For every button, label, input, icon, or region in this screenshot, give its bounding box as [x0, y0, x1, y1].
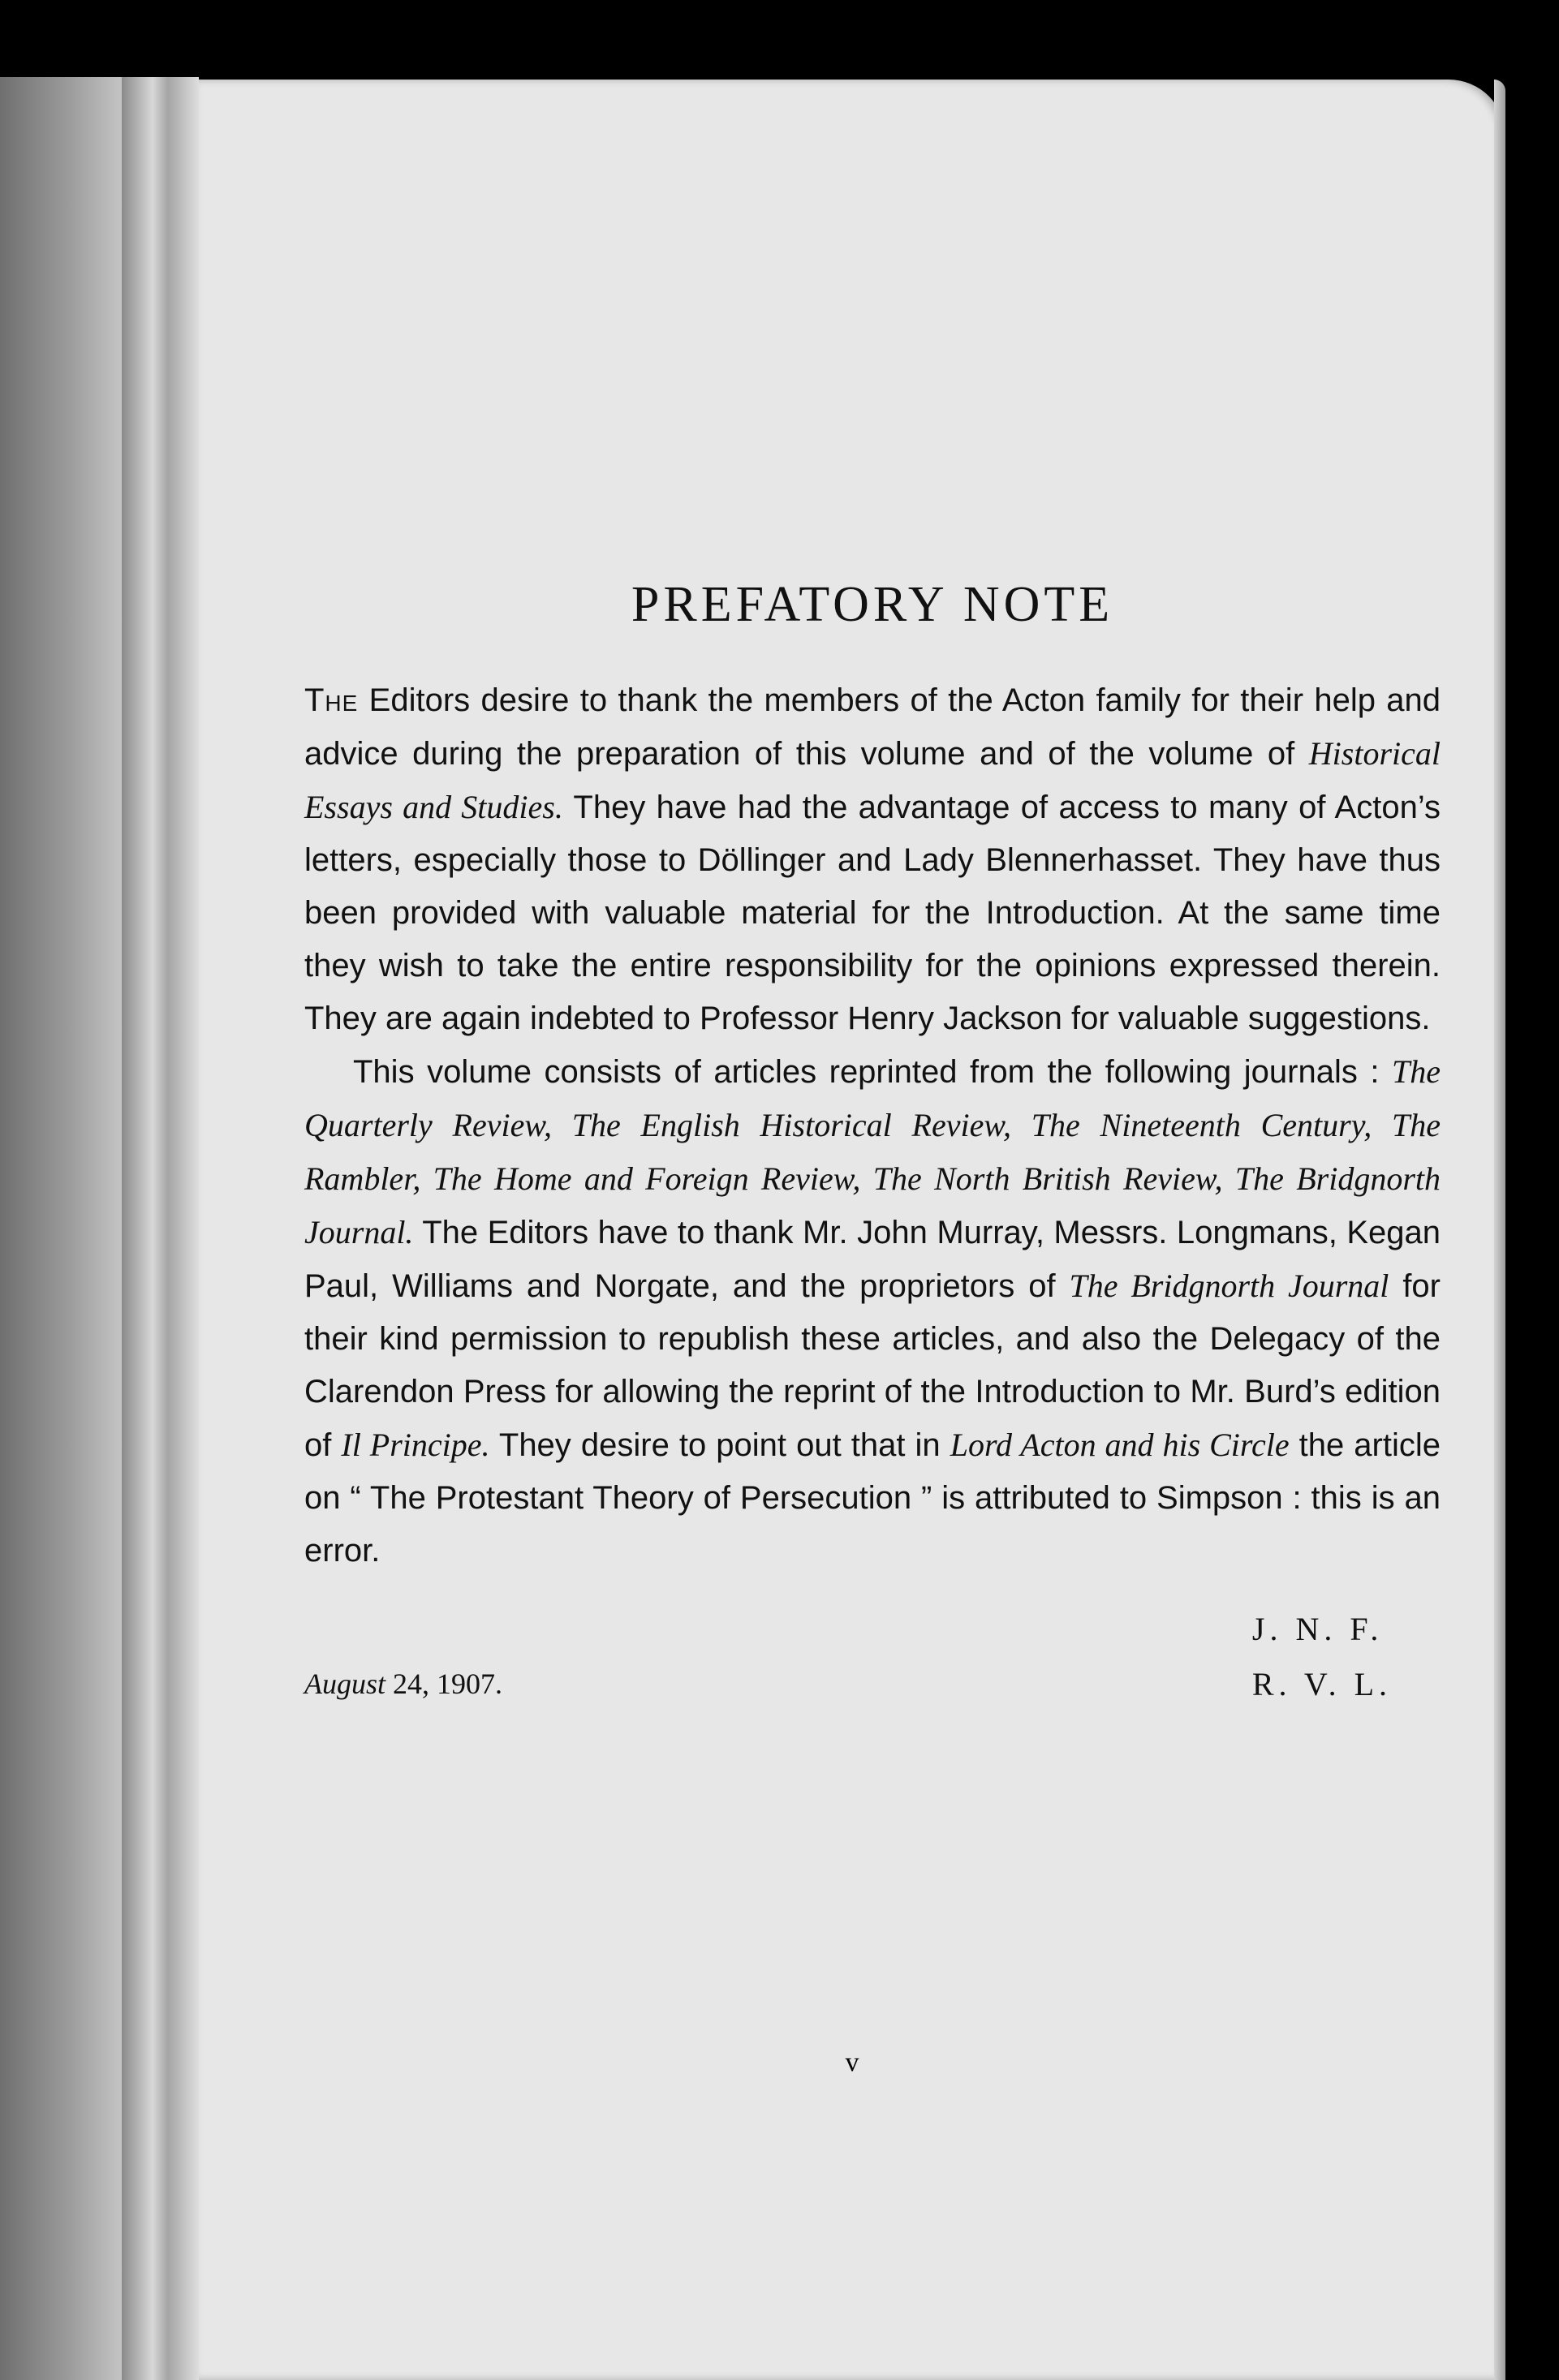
- paragraph-text: They have had the advantage of access to many of Acton’s letters, especially those to Döllinger and Lady Blennerhasset. They have thus been provided with valuable material for the Introduction. At the same time they wish to take the entire responsibility for the opinions expressed therein. They are again indebted to Professor Henry Jackson for valuable suggestions.: [304, 790, 1441, 1036]
- editor-initials: [1252, 1602, 1392, 1712]
- paragraph-text: the article on “ The Protestant Theory of Persecution ” is attributed to Simpson : this is an error.: [304, 1427, 1441, 1569]
- book-gutter: [122, 77, 199, 2380]
- book-page: [199, 80, 1505, 2380]
- paragraph-text: Editors desire to thank the members of the Acton family for their help and advice during the preparation of this volume and of the volume of: [304, 682, 1441, 772]
- date-month: August: [304, 1668, 386, 1700]
- paragraph-text: They desire to point out that in: [489, 1427, 950, 1463]
- signoff: [304, 1586, 1441, 1748]
- italic-journal-title: The Bridgnorth Journal: [1069, 1267, 1389, 1304]
- italic-journal-list: The Quarterly Review, The English Historical Review, The Nineteenth Century, The Rambler, The Home and Foreign Review, The North British Review, The Bridgnorth Journal.: [304, 1053, 1441, 1250]
- paragraph-text: The Editors have to thank Mr. John Murray, Messrs. Longmans, Kegan Paul, Williams and Norgate, and the proprietors of: [304, 1215, 1441, 1304]
- facing-page-edge: [0, 77, 122, 2380]
- page-number: v: [845, 2047, 859, 2077]
- paragraph-text: for their kind permission to republish these articles, and also the Delegacy of the Clarendon Press for allowing the reprint of the Introduction to Mr. Burd’s edition of: [304, 1268, 1441, 1463]
- paragraph-acknowledgements: [304, 674, 1441, 1045]
- initials-line: R. V. L.: [1251, 1666, 1392, 1702]
- date-day-year: 24, 1907.: [385, 1668, 503, 1700]
- paragraph-text: This volume consists of articles reprinted from the following journals :: [353, 1054, 1392, 1090]
- italic-book-title: Lord Acton and his Circle: [950, 1427, 1290, 1463]
- italic-book-title: Il Principe.: [341, 1427, 490, 1463]
- page-title: PREFATORY NOTE: [631, 577, 1114, 632]
- paragraph-sources: [304, 1045, 1441, 1577]
- italic-book-title: Historical Essays and Studies.: [304, 735, 1441, 825]
- page-content: [304, 485, 1441, 1748]
- page-right-edge: [1494, 80, 1505, 2380]
- date-line: [304, 1667, 502, 1701]
- paragraph-lead-word: The: [304, 682, 359, 718]
- initials-line: J. N. F.: [1251, 1611, 1384, 1647]
